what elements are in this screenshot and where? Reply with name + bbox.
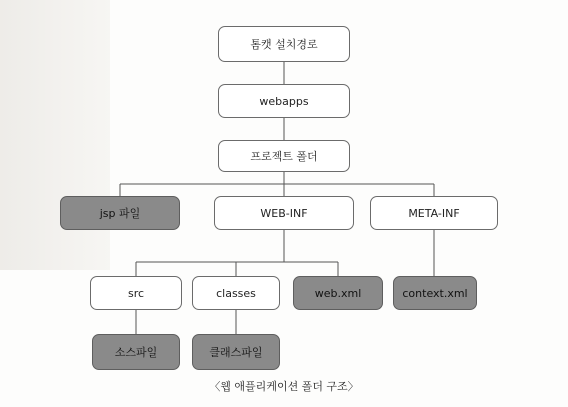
node-class-file: 클래스파일 <box>192 334 280 370</box>
node-web-inf: WEB-INF <box>214 196 354 230</box>
diagram-caption: 〈웹 애플리케이션 폴더 구조〉 <box>209 380 359 393</box>
node-webapps: webapps <box>218 84 350 118</box>
node-jsp-file: jsp 파일 <box>60 196 180 230</box>
node-src: src <box>90 276 182 310</box>
node-web-xml: web.xml <box>293 276 383 310</box>
node-source-file: 소스파일 <box>92 334 180 370</box>
node-context-xml: context.xml <box>393 276 477 310</box>
node-tomcat-install-path: 톰캣 설치경로 <box>218 26 350 62</box>
node-classes: classes <box>192 276 280 310</box>
node-project-folder: 프로젝트 폴더 <box>218 140 350 172</box>
node-meta-inf: META-INF <box>370 196 498 230</box>
